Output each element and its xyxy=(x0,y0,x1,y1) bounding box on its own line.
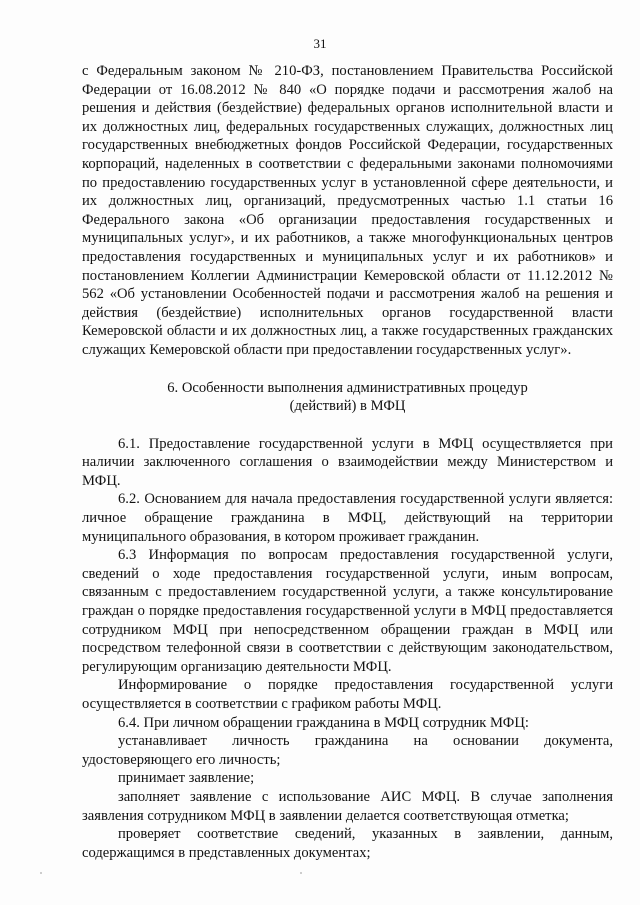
spacer xyxy=(82,416,613,435)
scan-dot xyxy=(40,872,42,874)
paragraph-6-4: 6.4. При личном обращении гражданина в МФЦ сотрудник МФЦ: xyxy=(118,714,529,731)
list-item-verify: проверяет соответствие сведений, указанных в заявлении, данным, содержащимся в представленных документах; xyxy=(82,826,613,861)
page-number: 31 xyxy=(313,36,327,51)
scan-dot xyxy=(300,872,302,874)
paragraph-informing: Информирование о порядке предоставления государственной услуги осуществляется в соответствии с графиком работы МФЦ. xyxy=(82,677,613,712)
section-heading-line-1: 6. Особенности выполнения административных процедур xyxy=(167,379,528,396)
spacer xyxy=(82,360,613,379)
document-body xyxy=(82,62,613,862)
list-item-accept: принимает заявление; xyxy=(118,770,255,787)
section-heading xyxy=(82,379,613,416)
intro-paragraph: с Федеральным законом № 210-ФЗ, постановлением Правительства Российской Федерации от 16.08.2012 № 840 «О порядке подачи и рассмотрения жалоб на решения и действия (бездействие) федеральных органов исполнительной власти и их должностных лиц, федеральных государственных служащих, должностных лиц государственных внебюджетных фондов Российской Федерации, государственных корпораций, наделенных в соответствии с федеральными законами полномочиями по предоставлению государственных услуг в установленной сфере деятельности, и их должностных лиц, организаций, предусмотренных частью 1.1 статьи 16 Федерального закона «Об организации предоставления государственных и муниципальных услуг», и их работников, а также многофункциональных центров предоставления государственных и муниципальных услуг и их работников» и постановлением Коллегии Администрации Кемеровской области от 11.12.2012 № 562 «Об установлении Особенностей подачи и рассмотрения жалоб на решения и действия (бездействие) исполнительных органов государственной власти Кемеровской области и их должностных лиц, а также государственных гражданских служащих Кемеровской области при предоставлении государственных услуг». xyxy=(82,63,613,358)
paragraph-6-2: 6.2. Основанием для начала предоставления государственной услуги является: личное обращение гражданина в МФЦ, действующий на территории муниципального образования, в котором проживает гражданин. xyxy=(82,491,613,545)
paragraph-6-3: 6.3 Информация по вопросам предоставления государственной услуги, сведений о ходе предоставления государственной услуги, иным вопросам, связанным с предоставлением государственной услуги, а также консультирование граждан о порядке предоставления государственной услуги в МФЦ предоставляется сотрудником МФЦ при непосредственном обращении граждан в МФЦ или посредством телефонной связи в соответствии с действующим законодательством, регулирующим организацию деятельности МФЦ. xyxy=(82,547,613,675)
list-item-identify: устанавливает личность гражданина на основании документа, удостоверяющего его личность; xyxy=(82,733,613,768)
paragraph-6-1: 6.1. Предоставление государственной услуги в МФЦ осуществляется при наличии заключенного соглашения о взаимодействии между Министерством и МФЦ. xyxy=(82,435,613,489)
list-item-fill: заполняет заявление с использование АИС МФЦ. В случае заполнения заявления сотрудником МФЦ в заявлении делается соответствующая отметка; xyxy=(82,788,613,824)
section-heading-line-2: (действий) в МФЦ xyxy=(289,398,406,415)
